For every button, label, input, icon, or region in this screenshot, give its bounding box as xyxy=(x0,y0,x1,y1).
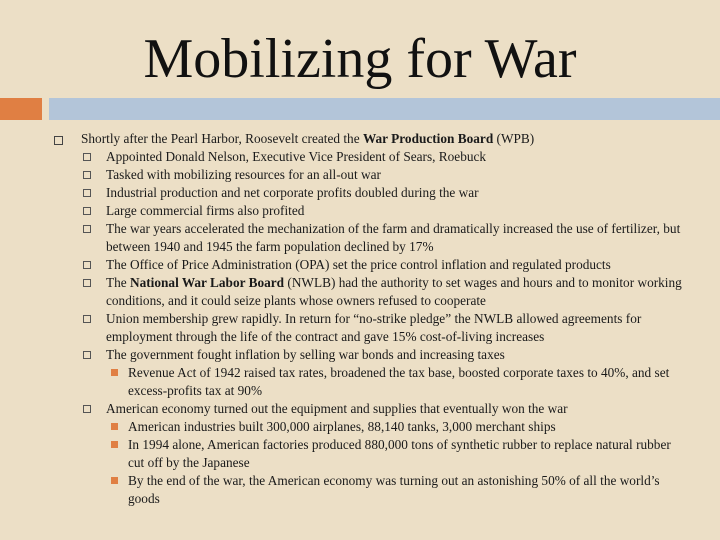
sub-sub-bullet: American industries built 300,000 airplanes, 88,140 tanks, 3,000 merchant ships xyxy=(54,418,684,436)
checkbox-bullet-icon xyxy=(83,189,91,197)
sub-bullet: Appointed Donald Nelson, Executive Vice President of Sears, Roebuck xyxy=(54,148,684,166)
checkbox-bullet-icon xyxy=(83,207,91,215)
sub-bullet: Large commercial firms also profited xyxy=(54,202,684,220)
sub-bullet-nwlb: The National War Labor Board (NWLB) had the authority to set wages and hours and to monitor working conditions, and it could seize plants whose owners refused to cooperate xyxy=(54,274,684,310)
slide-title: Mobilizing for War xyxy=(143,28,577,90)
square-bullet-icon xyxy=(111,423,118,430)
sub-sub-bullet: By the end of the war, the American economy was turning out an astonishing 50% of all the world’s goods xyxy=(54,472,684,508)
sub-bullet: Tasked with mobilizing resources for an all-out war xyxy=(54,166,684,184)
nwlb-term: National War Labor Board xyxy=(130,275,285,290)
sub-sub-bullet: Revenue Act of 1942 raised tax rates, broadened the tax base, boosted corporate taxes to 40%, and set excess-profits tax at 90% xyxy=(54,364,684,400)
header-accent-bar-blue xyxy=(49,98,720,120)
checkbox-bullet-icon xyxy=(83,261,91,269)
checkbox-bullet-icon xyxy=(83,225,91,233)
sub-bullet: Industrial production and net corporate profits doubled during the war xyxy=(54,184,684,202)
square-bullet-icon xyxy=(111,477,118,484)
checkbox-bullet-icon xyxy=(83,405,91,413)
square-bullet-icon xyxy=(111,441,118,448)
wpb-term: War Production Board xyxy=(362,131,494,146)
slide-body xyxy=(54,130,684,508)
sub-bullet: The Office of Price Administration (OPA) set the price control inflation and regulated products xyxy=(54,256,684,274)
checkbox-bullet-icon xyxy=(83,351,91,359)
checkbox-bullet-icon xyxy=(54,136,63,145)
checkbox-bullet-icon xyxy=(83,279,91,287)
header-accent-bar-orange xyxy=(0,98,42,120)
checkbox-bullet-icon xyxy=(83,171,91,179)
sub-sub-bullet: In 1994 alone, American factories produced 880,000 tons of synthetic rubber to replace natural rubber cut off by the Japanese xyxy=(54,436,684,472)
square-bullet-icon xyxy=(111,369,118,376)
bullet-wpb: Shortly after the Pearl Harbor, Roosevelt created the War Production Board (WPB) xyxy=(54,130,684,148)
checkbox-bullet-icon xyxy=(83,153,91,161)
sub-bullet-inflation: The government fought inflation by selling war bonds and increasing taxes xyxy=(54,346,684,364)
sub-bullet-union: Union membership grew rapidly. In return for “no-strike pledge” the NWLB allowed agreements for employment through the life of the contract and gave 15% cost-of-living increases xyxy=(54,310,684,346)
checkbox-bullet-icon xyxy=(83,315,91,323)
sub-bullet: The war years accelerated the mechanization of the farm and dramatically increased the use of fertilizer, but between 1940 and 1945 the farm population declined by 17% xyxy=(54,220,684,256)
sub-bullet-economy: American economy turned out the equipment and supplies that eventually won the war xyxy=(54,400,684,418)
